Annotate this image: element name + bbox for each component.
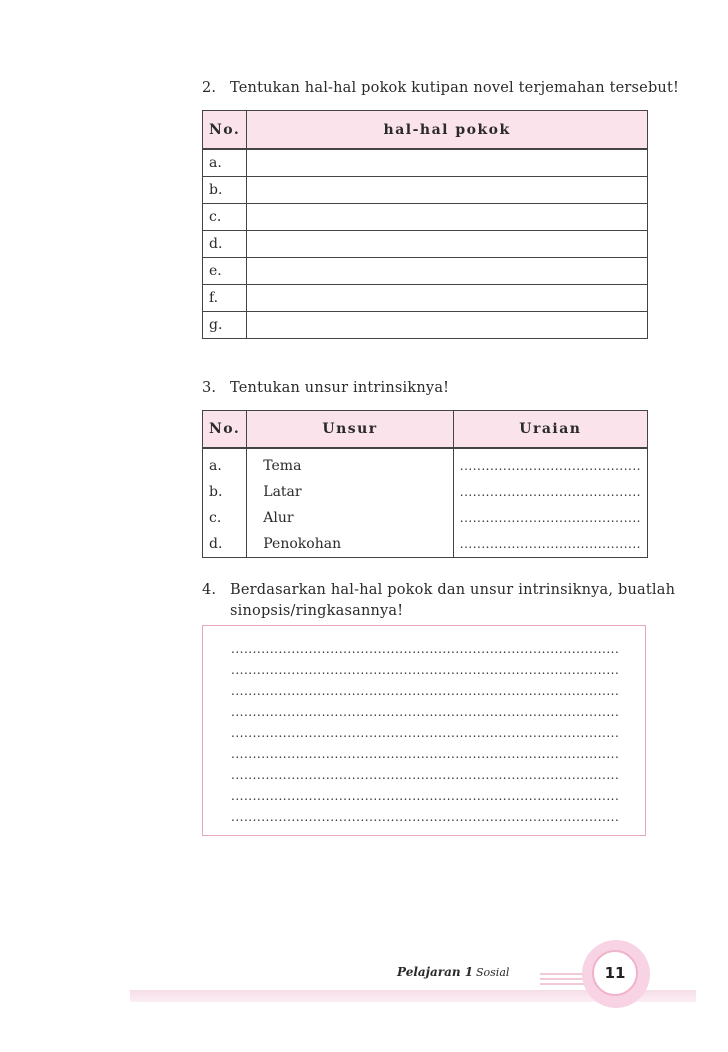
answer-line: .......................................................................................... [231,768,620,782]
answer-line: .......................................................................................... [231,684,620,698]
table-row [203,258,648,285]
answer-cell[interactable] [247,285,648,312]
answer-cell[interactable] [247,258,648,285]
row-label: g. [203,312,247,339]
row-label: d. [203,231,247,258]
question-4 [202,582,675,598]
answer-line: .......................................................................................... [231,642,620,656]
row-label: d. [203,531,247,558]
hal-hal-pokok-table [202,110,648,339]
question-number: 3. [202,380,217,396]
question-4-continued: sinopsis/ringkasannya! [230,603,404,619]
question-number: 4. [202,582,217,598]
row-label: c. [203,505,247,531]
row-label: e. [203,258,247,285]
uraian-cell[interactable]: .......................................... [453,479,647,505]
question-text: Tentukan unsur intrinsiknya! [230,380,450,396]
column-header-no: No. [203,411,247,449]
answer-line: .......................................................................................... [231,663,620,677]
table-row [203,505,648,531]
footer-lesson: Pelajaran 1 [397,965,474,979]
unsur-cell: Tema [247,448,454,479]
question-3 [202,380,449,396]
page-number: 11 [604,964,626,982]
table-row [203,177,648,204]
column-header-uraian: Uraian [453,411,647,449]
unsur-cell: Penokohan [247,531,454,558]
synopsis-answer-box[interactable] [202,625,646,836]
table-row [203,448,648,479]
answer-line: .......................................................................................... [231,726,620,740]
answer-cell[interactable] [247,312,648,339]
table-row [203,204,648,231]
uraian-cell[interactable]: .......................................... [453,505,647,531]
row-label: c. [203,204,247,231]
question-number: 2. [202,80,217,96]
column-header-no: No. [203,111,247,150]
table-row [203,531,648,558]
answer-cell[interactable] [247,204,648,231]
answer-line: .......................................................................................... [231,705,620,719]
unsur-cell: Latar [247,479,454,505]
row-label: a. [203,149,247,177]
row-label: f. [203,285,247,312]
row-label: b. [203,177,247,204]
uraian-cell[interactable]: .......................................... [453,531,647,558]
table-row [203,285,648,312]
uraian-cell[interactable]: .......................................... [453,448,647,479]
answer-line: .......................................................................................... [231,747,620,761]
column-header-hal-hal-pokok: hal-hal pokok [247,111,648,150]
answer-cell[interactable] [247,149,648,177]
table-row [203,149,648,177]
row-label: b. [203,479,247,505]
answer-line: .......................................................................................... [231,789,620,803]
table-row [203,231,648,258]
question-2 [202,80,679,96]
table-row [203,312,648,339]
column-header-unsur: Unsur [247,411,454,449]
answer-cell[interactable] [247,177,648,204]
row-label: a. [203,448,247,479]
answer-cell[interactable] [247,231,648,258]
question-text: Berdasarkan hal-hal pokok dan unsur intrinsiknya, buatlah [230,582,676,598]
question-text: Tentukan hal-hal pokok kutipan novel terjemahan tersebut! [230,80,680,96]
table-row [203,479,648,505]
answer-line: .......................................................................................... [231,810,620,824]
unsur-intrinsik-table [202,410,648,558]
unsur-cell: Alur [247,505,454,531]
footer-topic: Sosial [476,966,510,979]
